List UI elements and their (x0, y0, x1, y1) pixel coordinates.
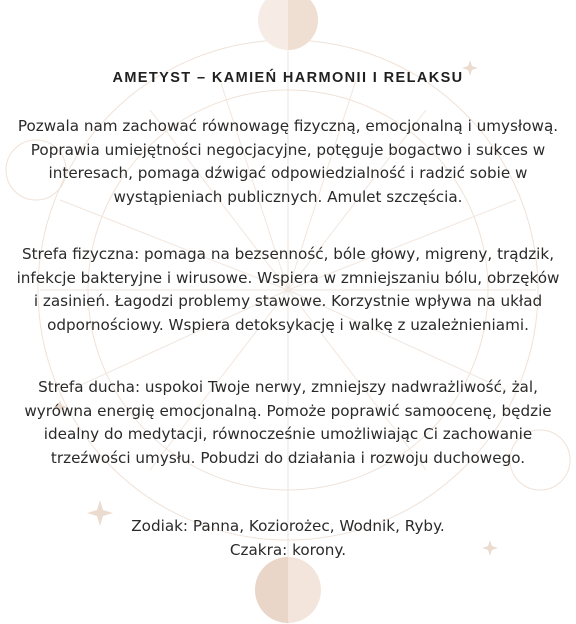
intro-text: Pozwala nam zachować równowagę fizyczną, emocjonalną i umysłową. Poprawia umiejętności negocjacyjne, potęguje bogactwo i sukces w interesach, pomaga dźwigać odpowiedzialność i radzić sobie w wystąpieniach publicznych. Amulet szczęścia. (17, 117, 559, 206)
spirit-paragraph (14, 376, 562, 470)
chakra-text: Czakra: korony. (229, 540, 347, 559)
intro-paragraph (14, 115, 562, 209)
zodiac-chakra-block (14, 515, 562, 562)
spirit-text: Strefa ducha: uspokoi Twoje nerwy, zmniejszy nadwrażliwość, żal, wyrówna energię emocjonalną. Pomoże poprawić samoocenę, będzie idealny do medytacji, równocześnie umożliwiając Ci zachowanie trzeźwości umysłu. Pobudzi do działania i rozwoju duchowego. (24, 378, 552, 467)
zodiac-text: Zodiak: Panna, Koziorożec, Wodnik, Ryby. (131, 517, 445, 535)
physical-paragraph (14, 243, 562, 337)
page-title: AMETYST – KAMIEŃ HARMONII I RELAKSU (112, 70, 464, 86)
physical-text: Strefa fizyczna: pomaga na bezsenność, bóle głowy, migreny, trądzik, infekcje bakteryjne i wirusowe. Wspiera w zmniejszaniu bólu, obrzęków i zasinień. Łagodzi problemy stawowe. Korzystnie wpływa na układ odpornościowy. Wspiera detoksykację i walkę z uzależnieniami. (16, 245, 560, 334)
